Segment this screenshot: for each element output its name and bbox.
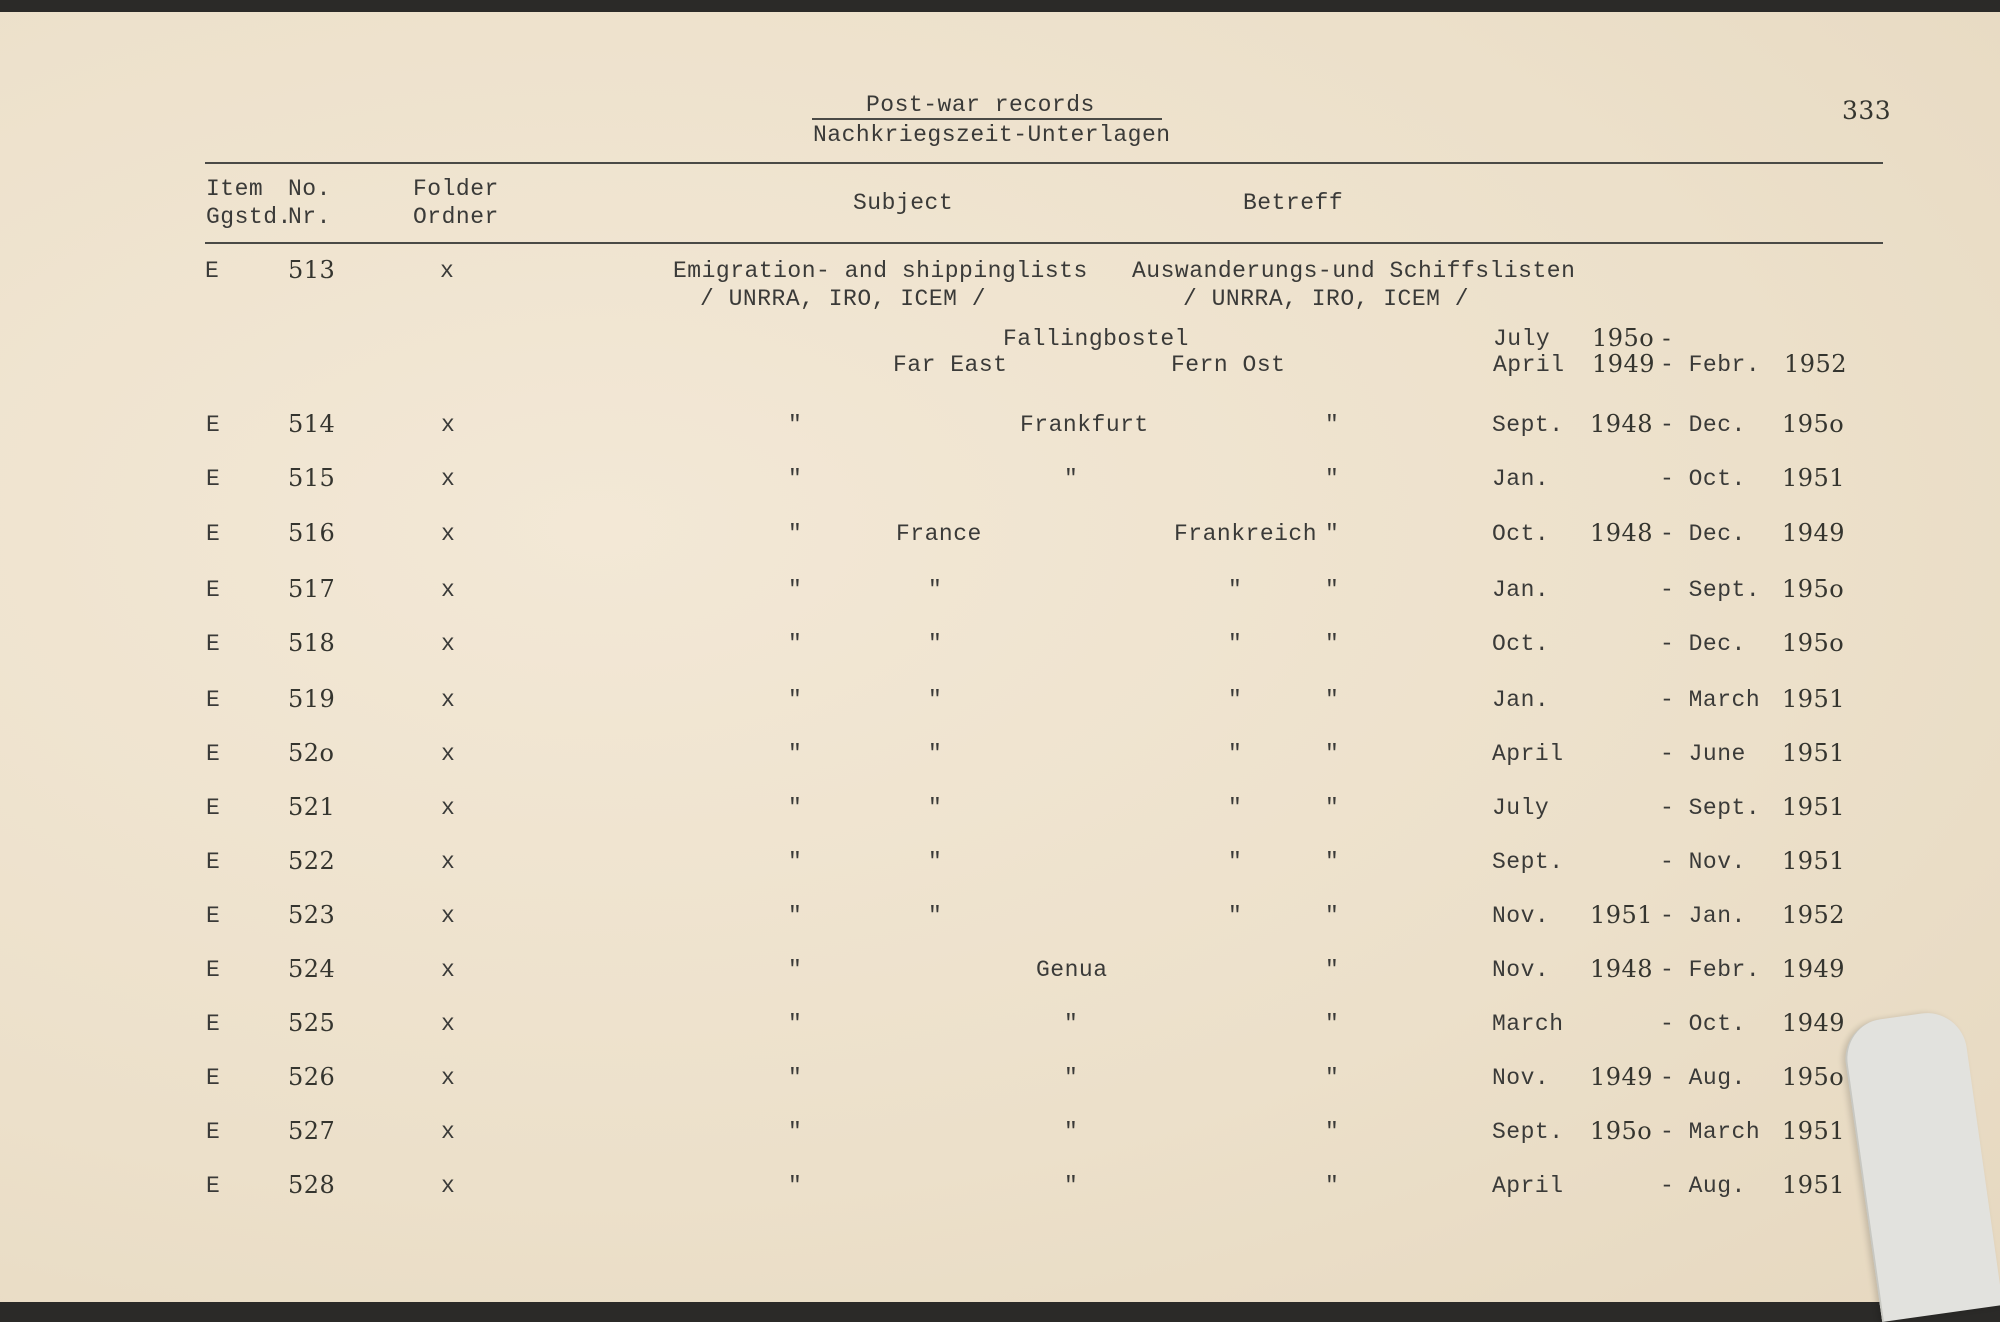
row-from-month: Nov.	[1492, 903, 1550, 929]
row-to-month: - March	[1660, 687, 1761, 713]
table-row	[0, 849, 2000, 879]
table-row	[0, 1065, 2000, 1095]
row-to-month: - Aug.	[1660, 1065, 1746, 1091]
row-item: E	[206, 957, 221, 983]
row-subject-place: "	[1064, 1011, 1079, 1037]
row-folder: x	[440, 258, 455, 284]
row-subject-ditto: "	[788, 1173, 803, 1199]
row-to-year: 195o	[1782, 410, 1845, 438]
row-subject-place: "	[1064, 1065, 1079, 1091]
table-row	[0, 741, 2000, 771]
row-from-year: 1948	[1590, 519, 1654, 547]
title-german: Nachkriegszeit-Unterlagen	[813, 122, 1171, 148]
row-betreff-ditto: "	[1325, 957, 1340, 983]
row-item: E	[206, 1173, 221, 1199]
row-from-month: July	[1492, 795, 1550, 821]
date2-to-month: - Febr.	[1660, 352, 1761, 378]
row-folder: x	[441, 412, 456, 438]
row-from-month: April	[1492, 741, 1564, 767]
row-subject-ditto: "	[788, 521, 803, 547]
row-to-year: 1949	[1782, 1009, 1846, 1037]
row-subject-ditto: "	[788, 1011, 803, 1037]
row-to-year: 1951	[1782, 793, 1846, 821]
row-from-year: 1948	[1590, 410, 1654, 438]
header-rule-bottom	[205, 242, 1883, 244]
row-subject-ditto: "	[788, 631, 803, 657]
col-no-de: Nr.	[288, 204, 331, 230]
row-betreff-place: "	[1228, 631, 1243, 657]
subject-line2: / UNRRA, IRO, ICEM /	[700, 286, 987, 312]
row-subject-place: Frankfurt	[1020, 412, 1149, 438]
row-from-month: Sept.	[1492, 1119, 1564, 1145]
row-to-year: 1951	[1782, 464, 1846, 492]
row-betreff-ditto: "	[1325, 1065, 1340, 1091]
row-to-year: 1949	[1782, 519, 1846, 547]
row-to-month: - Jan.	[1660, 903, 1746, 929]
table-row	[0, 412, 2000, 442]
row-item: E	[206, 1011, 221, 1037]
row-folder: x	[441, 466, 456, 492]
row-subject-ditto: "	[788, 466, 803, 492]
title-english: Post-war records	[866, 92, 1095, 118]
subject-line1: Emigration- and shippinglists	[673, 258, 1088, 284]
row-subject-ditto: "	[788, 1119, 803, 1145]
row-betreff-ditto: "	[1325, 903, 1340, 929]
row-subject-ditto: "	[788, 849, 803, 875]
table-row	[0, 1173, 2000, 1203]
row-from-month: Jan.	[1492, 577, 1550, 603]
row-folder: x	[441, 795, 456, 821]
betreff-line2: / UNRRA, IRO, ICEM /	[1183, 286, 1470, 312]
row-folder: x	[441, 577, 456, 603]
table-row	[0, 1119, 2000, 1149]
row-from-month: Jan.	[1492, 466, 1550, 492]
row-item: E	[206, 1119, 221, 1145]
table-row	[0, 466, 2000, 496]
page-number: 333	[1842, 96, 1892, 125]
row-subject-place: "	[928, 903, 943, 929]
row-number: 516	[288, 519, 336, 547]
table-row	[0, 957, 2000, 987]
col-betreff: Betreff	[1243, 190, 1344, 216]
date2-month: April	[1493, 352, 1565, 378]
row-to-year: 1951	[1782, 739, 1846, 767]
row-subject-ditto: "	[788, 795, 803, 821]
row-to-year: 195o	[1782, 575, 1845, 603]
col-folder-en: Folder	[413, 176, 499, 202]
date2-year: 1949	[1592, 350, 1656, 378]
col-item-de: Ggstd.	[206, 204, 292, 230]
row-number: 514	[288, 410, 336, 438]
row-betreff-ditto: "	[1325, 849, 1340, 875]
header-rule-top	[205, 162, 1883, 164]
row-folder: x	[441, 903, 456, 929]
row-to-year: 1951	[1782, 685, 1846, 713]
row-subject-place: "	[928, 687, 943, 713]
row-betreff-ditto: "	[1325, 577, 1340, 603]
title-underline	[812, 118, 1162, 120]
col-item-en: Item	[206, 176, 264, 202]
row-number: 523	[288, 901, 336, 929]
row-subject-ditto: "	[788, 412, 803, 438]
row-to-month: - June	[1660, 741, 1746, 767]
row-from-year: 1951	[1590, 901, 1654, 929]
row-betreff-ditto: "	[1325, 741, 1340, 767]
betreff-line1: Auswanderungs-und Schiffslisten	[1132, 258, 1576, 284]
row-from-month: Nov.	[1492, 957, 1550, 983]
row-from-month: Oct.	[1492, 521, 1550, 547]
table-row	[0, 631, 2000, 661]
row-subject-place: "	[928, 577, 943, 603]
row-betreff-place: "	[1228, 741, 1243, 767]
row-to-month: - Febr.	[1660, 957, 1761, 983]
table-row	[0, 795, 2000, 825]
date1-year: 195o -	[1592, 324, 1671, 352]
row-subject-ditto: "	[788, 903, 803, 929]
row-number: 527	[288, 1117, 336, 1145]
table-row	[0, 577, 2000, 607]
row-subject-ditto: "	[788, 687, 803, 713]
date2-to-year: 1952	[1784, 350, 1848, 378]
row-number: 526	[288, 1063, 336, 1091]
row-item: E	[206, 903, 221, 929]
row-from-month: Nov.	[1492, 1065, 1550, 1091]
row-to-month: - Aug.	[1660, 1173, 1746, 1199]
row-number: 52o	[288, 739, 335, 767]
row-betreff-ditto: "	[1325, 521, 1340, 547]
row-betreff-ditto: "	[1325, 1119, 1340, 1145]
row-to-month: - Dec.	[1660, 521, 1746, 547]
sub-far-east: Far East	[893, 352, 1008, 378]
row-folder: x	[441, 1173, 456, 1199]
row-to-month: - March	[1660, 1119, 1761, 1145]
document-page	[0, 12, 2000, 1302]
row-folder: x	[441, 957, 456, 983]
row-from-month: April	[1492, 1173, 1564, 1199]
row-item: E	[206, 412, 221, 438]
date1-month: July	[1493, 326, 1551, 352]
row-from-month: Sept.	[1492, 412, 1564, 438]
row-item: E	[206, 849, 221, 875]
row-subject-place: "	[928, 741, 943, 767]
row-betreff-place: "	[1228, 849, 1243, 875]
row-item: E	[206, 1065, 221, 1091]
row-betreff-ditto: "	[1325, 1173, 1340, 1199]
row-subject-place: "	[1064, 1173, 1079, 1199]
row-to-month: - Sept.	[1660, 577, 1761, 603]
row-folder: x	[441, 849, 456, 875]
row-to-month: - Dec.	[1660, 412, 1746, 438]
row-number: 521	[288, 793, 336, 821]
row-betreff-place: "	[1228, 903, 1243, 929]
row-number: 518	[288, 629, 336, 657]
row-folder: x	[441, 1011, 456, 1037]
row-to-month: - Sept.	[1660, 795, 1761, 821]
sub-fern-ost: Fern Ost	[1171, 352, 1286, 378]
row-item: E	[205, 258, 220, 284]
page-tab-marker	[1840, 1008, 2000, 1322]
row-item: E	[206, 577, 221, 603]
table-row	[0, 521, 2000, 551]
row-to-year: 1951	[1782, 847, 1846, 875]
row-number: 524	[288, 955, 336, 983]
row-betreff-ditto: "	[1325, 631, 1340, 657]
row-item: E	[206, 466, 221, 492]
row-from-month: Sept.	[1492, 849, 1564, 875]
row-number: 513	[288, 256, 336, 284]
row-subject-ditto: "	[788, 957, 803, 983]
row-from-year: 1949	[1590, 1063, 1654, 1091]
row-folder: x	[441, 687, 456, 713]
row-to-year: 1952	[1782, 901, 1846, 929]
col-folder-de: Ordner	[413, 204, 499, 230]
row-folder: x	[441, 1119, 456, 1145]
row-betreff-ditto: "	[1325, 687, 1340, 713]
row-to-month: - Dec.	[1660, 631, 1746, 657]
row-from-month: Oct.	[1492, 631, 1550, 657]
row-item: E	[206, 521, 221, 547]
row-to-year: 195o	[1782, 629, 1845, 657]
row-to-month: - Oct.	[1660, 1011, 1746, 1037]
row-from-month: Jan.	[1492, 687, 1550, 713]
row-subject-ditto: "	[788, 577, 803, 603]
row-subject-place: "	[928, 849, 943, 875]
row-betreff-place: "	[1228, 687, 1243, 713]
table-row	[0, 1011, 2000, 1041]
place-fallingbostel: Fallingbostel	[1003, 326, 1189, 352]
row-betreff-place: Frankreich	[1174, 521, 1318, 547]
row-subject-place: France	[896, 521, 982, 547]
row-subject-place: "	[928, 795, 943, 821]
row-number: 515	[288, 464, 336, 492]
row-item: E	[206, 795, 221, 821]
row-to-year: 1949	[1782, 955, 1846, 983]
row-item: E	[206, 631, 221, 657]
row-from-month: March	[1492, 1011, 1564, 1037]
col-no-en: No.	[288, 176, 331, 202]
row-betreff-ditto: "	[1325, 795, 1340, 821]
row-item: E	[206, 687, 221, 713]
col-subject: Subject	[853, 190, 954, 216]
row-to-year: 1951	[1782, 1171, 1846, 1199]
row-number: 517	[288, 575, 336, 603]
row-subject-ditto: "	[788, 741, 803, 767]
row-betreff-place: "	[1228, 795, 1243, 821]
table-row	[0, 687, 2000, 717]
row-subject-ditto: "	[788, 1065, 803, 1091]
row-folder: x	[441, 521, 456, 547]
row-number: 525	[288, 1009, 336, 1037]
row-to-year: 1951	[1782, 1117, 1846, 1145]
row-to-year: 195o	[1782, 1063, 1845, 1091]
row-subject-place: "	[1064, 1119, 1079, 1145]
row-subject-place: "	[928, 631, 943, 657]
table-row	[0, 903, 2000, 933]
row-betreff-ditto: "	[1325, 1011, 1340, 1037]
row-betreff-ditto: "	[1325, 466, 1340, 492]
row-to-month: - Nov.	[1660, 849, 1746, 875]
row-from-year: 1948	[1590, 955, 1654, 983]
row-subject-place: Genua	[1036, 957, 1108, 983]
row-folder: x	[441, 741, 456, 767]
row-subject-place: "	[1064, 466, 1079, 492]
row-from-year: 195o	[1590, 1117, 1653, 1145]
row-number: 519	[288, 685, 336, 713]
row-number: 528	[288, 1171, 336, 1199]
row-betreff-place: "	[1228, 577, 1243, 603]
row-item: E	[206, 741, 221, 767]
row-betreff-ditto: "	[1325, 412, 1340, 438]
row-to-month: - Oct.	[1660, 466, 1746, 492]
row-folder: x	[441, 1065, 456, 1091]
row-number: 522	[288, 847, 336, 875]
row-folder: x	[441, 631, 456, 657]
